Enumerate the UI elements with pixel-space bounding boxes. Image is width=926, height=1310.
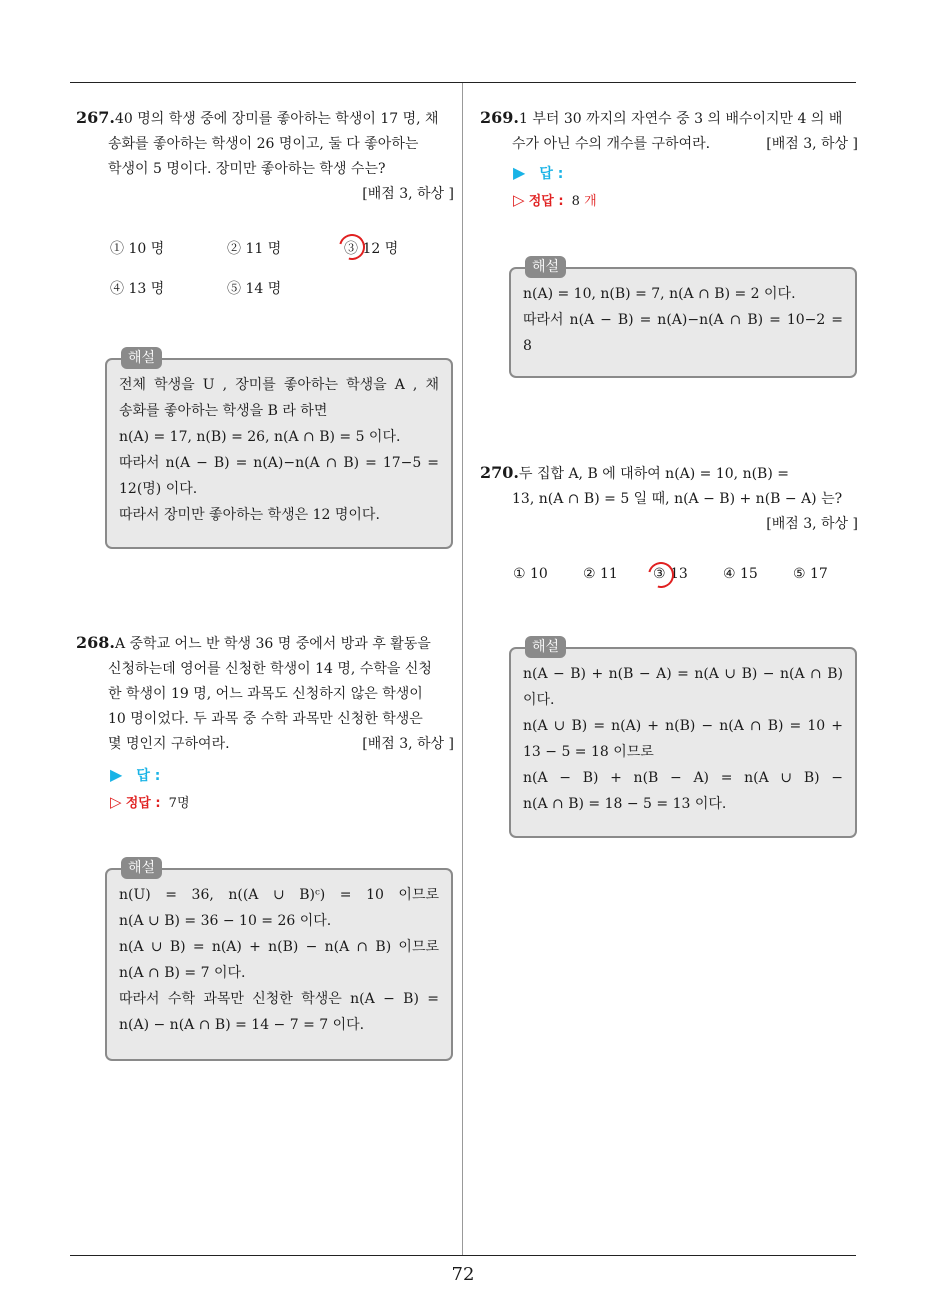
top-rule bbox=[70, 82, 856, 83]
problem-text: 269.1 부터 30 까지의 자연수 중 3 의 배수이지만 4 의 배 수가 아닌 수의 개수를 구하여라. [배점 3, 하상 ] bbox=[480, 105, 858, 157]
choice-3[interactable]: ③ 12 명 bbox=[344, 241, 399, 257]
problem-number: 267. bbox=[76, 108, 115, 127]
solution-box-270: 해설 n(A − B) + n(B − A) = n(A ∪ B) − n(A ∩ B) 이다. n(A ∪ B) = n(A) + n(B) − n(A ∩ B) = 10 + 13 − 5 = 18 이므로 n(A − B) + n(B − A) = n(A ∪ B) − n(A ∩ B) = 18 − 5 = 13 이다. bbox=[509, 647, 857, 838]
choice-4[interactable]: ④ 13 명 bbox=[110, 281, 165, 297]
problem-text: 270.두 집합 A, B 에 대하여 n(A) = 10, n(B) = 13, n(A ∩ B) = 5 일 때, n(A − B) + n(B − A) 는? bbox=[480, 463, 843, 507]
problem-269 bbox=[480, 105, 858, 157]
choice-4[interactable]: ④ 15 bbox=[723, 566, 758, 582]
correct-answer-268: ▷ 정답 : 7명 bbox=[110, 793, 190, 811]
choice-5[interactable]: ⑤ 14 명 bbox=[227, 281, 282, 297]
choice-1[interactable]: ① 10 명 bbox=[110, 241, 165, 257]
choice-2[interactable]: ② 11 bbox=[583, 566, 618, 582]
problem-270 bbox=[480, 460, 858, 537]
answer-mark-icon bbox=[334, 229, 370, 265]
problem-268 bbox=[76, 630, 454, 757]
problem-text: 267.40 명의 학생 중에 장미를 좋아하는 학생이 17 명, 채 송화를 좋아하는 학생이 26 명이고, 둘 다 좋아하는 학생이 5 명이다. 장미만 좋아하는 학생 수는? bbox=[76, 108, 439, 177]
solution-box-268: 해설 n(U) = 36, n((A ∪ B)ᶜ) = 10 이므로 n(A ∪ B) = 36 − 10 = 26 이다. n(A ∪ B) = n(A) + n(B) − n(A ∩ B) 이므로 n(A ∩ B) = 7 이다. 따라서 수학 과목만 신청한 학생은 n(A − B) = n(A) − n(A ∩ B) = 14 − 7 = 7 이다. bbox=[105, 868, 453, 1061]
triangle-outline-icon: ▷ bbox=[513, 191, 525, 209]
correct-answer-269: ▷ 정답 : 8 개 bbox=[513, 191, 597, 209]
points-label: [배점 3, 하상 ] bbox=[362, 736, 454, 752]
page-number: 72 bbox=[451, 1264, 475, 1285]
solution-box-269: 해설 n(A) = 10, n(B) = 7, n(A ∩ B) = 2 이다. 따라서 n(A − B) = n(A)−n(A ∩ B) = 10−2 = 8 bbox=[509, 267, 857, 378]
answer-mark-icon bbox=[643, 557, 679, 593]
problem-267 bbox=[76, 105, 454, 207]
triangle-play-icon: ▶ bbox=[110, 765, 123, 784]
problem-number: 270. bbox=[480, 463, 519, 482]
answer-line-268: ▶ 답 : bbox=[110, 765, 161, 784]
points-label: [배점 3, 하상 ] bbox=[766, 136, 858, 152]
solution-tag: 해설 bbox=[121, 857, 162, 879]
choices-267 bbox=[110, 238, 450, 298]
bottom-rule bbox=[70, 1255, 856, 1256]
problem-number: 268. bbox=[76, 633, 115, 652]
solution-tag: 해설 bbox=[525, 636, 566, 658]
solution-tag: 해설 bbox=[525, 256, 566, 278]
choice-5[interactable]: ⑤ 17 bbox=[793, 566, 828, 582]
solution-tag: 해설 bbox=[121, 347, 162, 369]
solution-box-267: 해설 전체 학생을 U , 장미를 좋아하는 학생을 A , 채 송화를 좋아하는 학생을 B 라 하면 n(A) = 17, n(B) = 26, n(A ∩ B) = 5 이다. 따라서 n(A − B) = n(A)−n(A ∩ B) = 17−5 = 12(명) 이다. 따라서 장미만 좋아하는 학생은 12 명이다. bbox=[105, 358, 453, 549]
points-label: [배점 3, 하상 ] bbox=[766, 516, 858, 532]
choice-2[interactable]: ② 11 명 bbox=[227, 241, 282, 257]
choices-270 bbox=[513, 566, 853, 590]
problem-text: 268.A 중학교 어느 반 학생 36 명 중에서 방과 후 활동을 신청하는데 영어를 신청한 학생이 14 명, 수학을 신청 한 학생이 19 명, 어느 과목도 신청하지 않은 학생이 10 명이었다. 두 과목 중 수학 과목만 신청한 학생은 몇 명인지 구하여라. [배점 3, 하상 ] bbox=[76, 630, 454, 757]
column-divider bbox=[462, 83, 463, 1255]
answer-line-269: ▶ 답 : bbox=[513, 163, 564, 182]
problem-number: 269. bbox=[480, 108, 519, 127]
points-label: [배점 3, 하상 ] bbox=[362, 186, 454, 202]
choice-1[interactable]: ① 10 bbox=[513, 566, 548, 582]
choice-3[interactable]: ③ 13 bbox=[653, 566, 688, 582]
triangle-outline-icon: ▷ bbox=[110, 793, 122, 811]
triangle-play-icon: ▶ bbox=[513, 163, 526, 182]
